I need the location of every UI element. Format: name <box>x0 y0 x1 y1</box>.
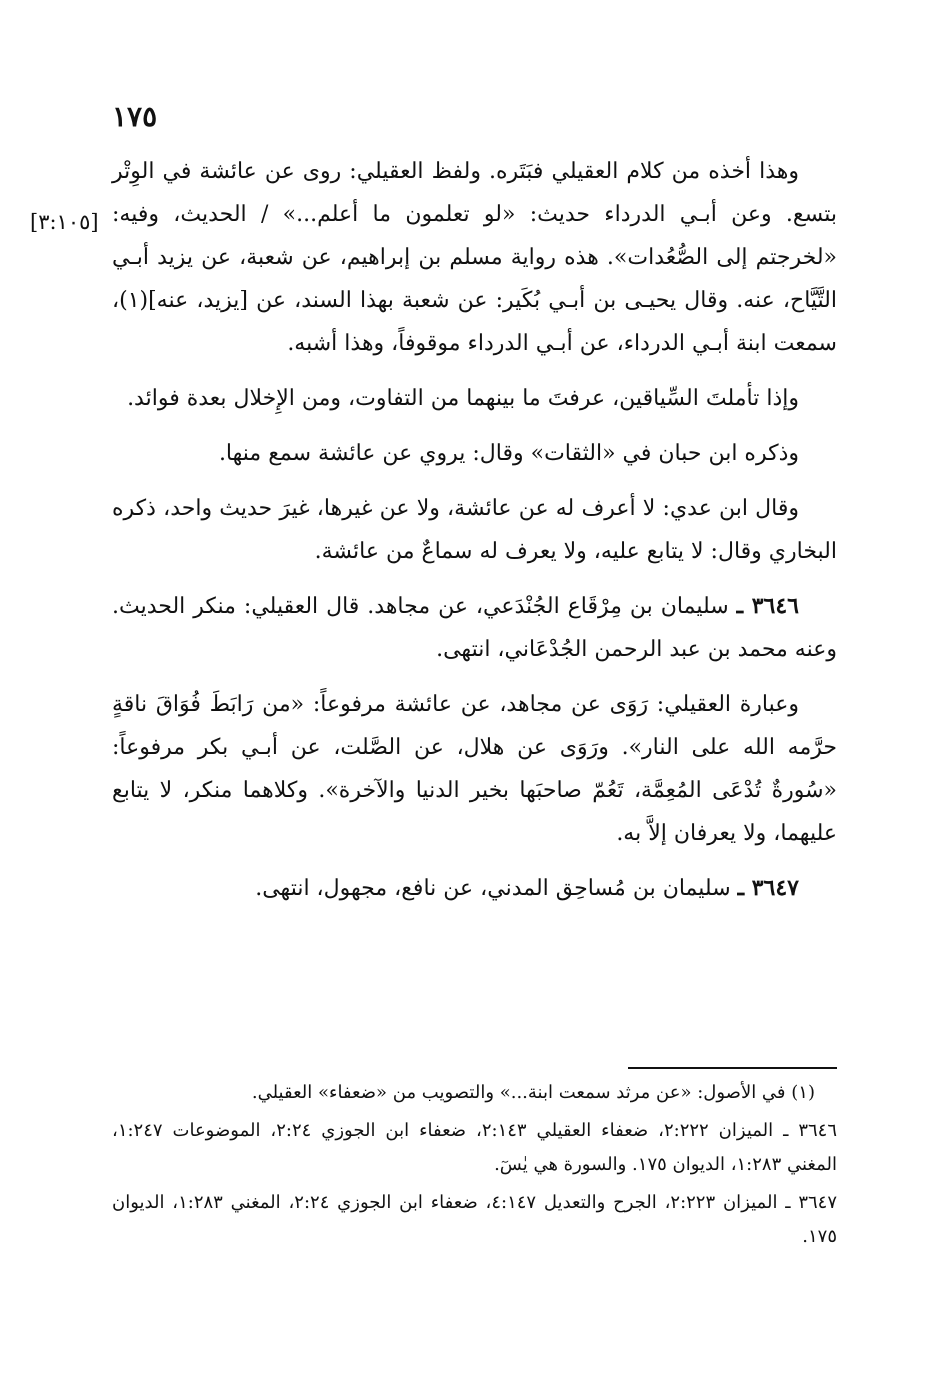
paragraph: وعبارة العقيلي: رَوَى عن مجاهد، عن عائشة مرفوعاً: «من رَابَطَ فُوَاقَ ناقةٍ حرَّمه الله على النار». ورَوَى عن هلال، عن الصَّلت، عن أبـي بكر مرفوعاً: «سُورةٌ تُدْعَى المُعِمَّة، تَعُمّ صاحبَها بخير الدنيا والآخرة». وكلاهما منكر، لا يتابع عليهما، ولا يعرفان إلاَّ به. <box>112 692 837 846</box>
page-number: ١٧٥ <box>112 100 158 133</box>
paragraph: وقال ابن عدي: لا أعرف له عن عائشة، ولا عن غيرها، غيرَ حديث واحد، ذكره البخاري وقال: لا يتابع عليه، ولا يعرف له سماعٌ من عائشة. <box>112 496 837 564</box>
footnote-divider <box>628 1067 837 1069</box>
entry-number: ٣٦٤٦ ـ <box>736 593 799 619</box>
entry-3647 <box>112 867 837 910</box>
footnote: (١) في الأصول: «عن مرثد سمعت ابنة...» والتصويب من «ضعفاء» العقيلي. <box>251 1082 815 1103</box>
entry-text: سليمان بن مِرْقَاع الجُنْدَعي، عن مجاهد. قال العقيلي: منكر الحديث. وعنه محمد بن عبد الرحمن الجُدْعَاني، انتهى. <box>112 594 837 662</box>
main-text <box>112 150 837 922</box>
paragraph: وذكره ابن حبان في «الثقات» وقال: يروي عن عائشة سمع منها. <box>218 441 799 466</box>
entry-text: سليمان بن مُساحِق المدني، عن نافع، مجهول، انتهى. <box>255 876 731 901</box>
footnote: ٣٦٤٦ ـ الميزان ٢:٢٢٢، ضعفاء العقيلي ٢:١٤٣، ضعفاء ابن الجوزي ٢:٢٤، الموضوعات ١:٢٤٧، المغني ١:٢٨٣، الديوان ١٧٥. والسورة هي يٰسٓ. <box>112 1120 837 1175</box>
paragraph: وهذا أخذه من كلام العقيلي فبَتَره. ولفظ العقيلي: روى عن عائشة في الوِتْر بتسع. وعن أبـي الدرداء حديث: «لو تعلمون ما أعلم...» / الحديث، وفيه: «لخرجتم إلى الصُّعُدات». هذه رواية مسلم بن إبراهيم، عن شعبة، عن يزيد أبـي التَّيَّاح، عنه. وقال يحيـى بن أبـي بُكَير: عن شعبة بهذا السند، عن [يزيد، عنه](١)، سمعت ابنة أبـي الدرداء، عن أبـي الدرداء موقوفاً، وهذا أشبه. <box>112 159 837 356</box>
footnote: ٣٦٤٧ ـ الميزان ٢:٢٢٣، الجرح والتعديل ٤:١٤٧، ضعفاء ابن الجوزي ٢:٢٤، المغني ١:٢٨٣، الديوان ١٧٥. <box>112 1192 838 1247</box>
entry-3646 <box>112 585 837 671</box>
entry-number: ٣٦٤٧ ـ <box>737 875 799 901</box>
paragraph: وإذا تأملتَ السِّياقين، عرفتَ ما بينهما من التفاوت، ومن الإِخلال بعدة فوائد. <box>127 386 799 411</box>
footnotes <box>112 1076 837 1258</box>
margin-reference: [٣:١٠٥] <box>30 210 99 234</box>
